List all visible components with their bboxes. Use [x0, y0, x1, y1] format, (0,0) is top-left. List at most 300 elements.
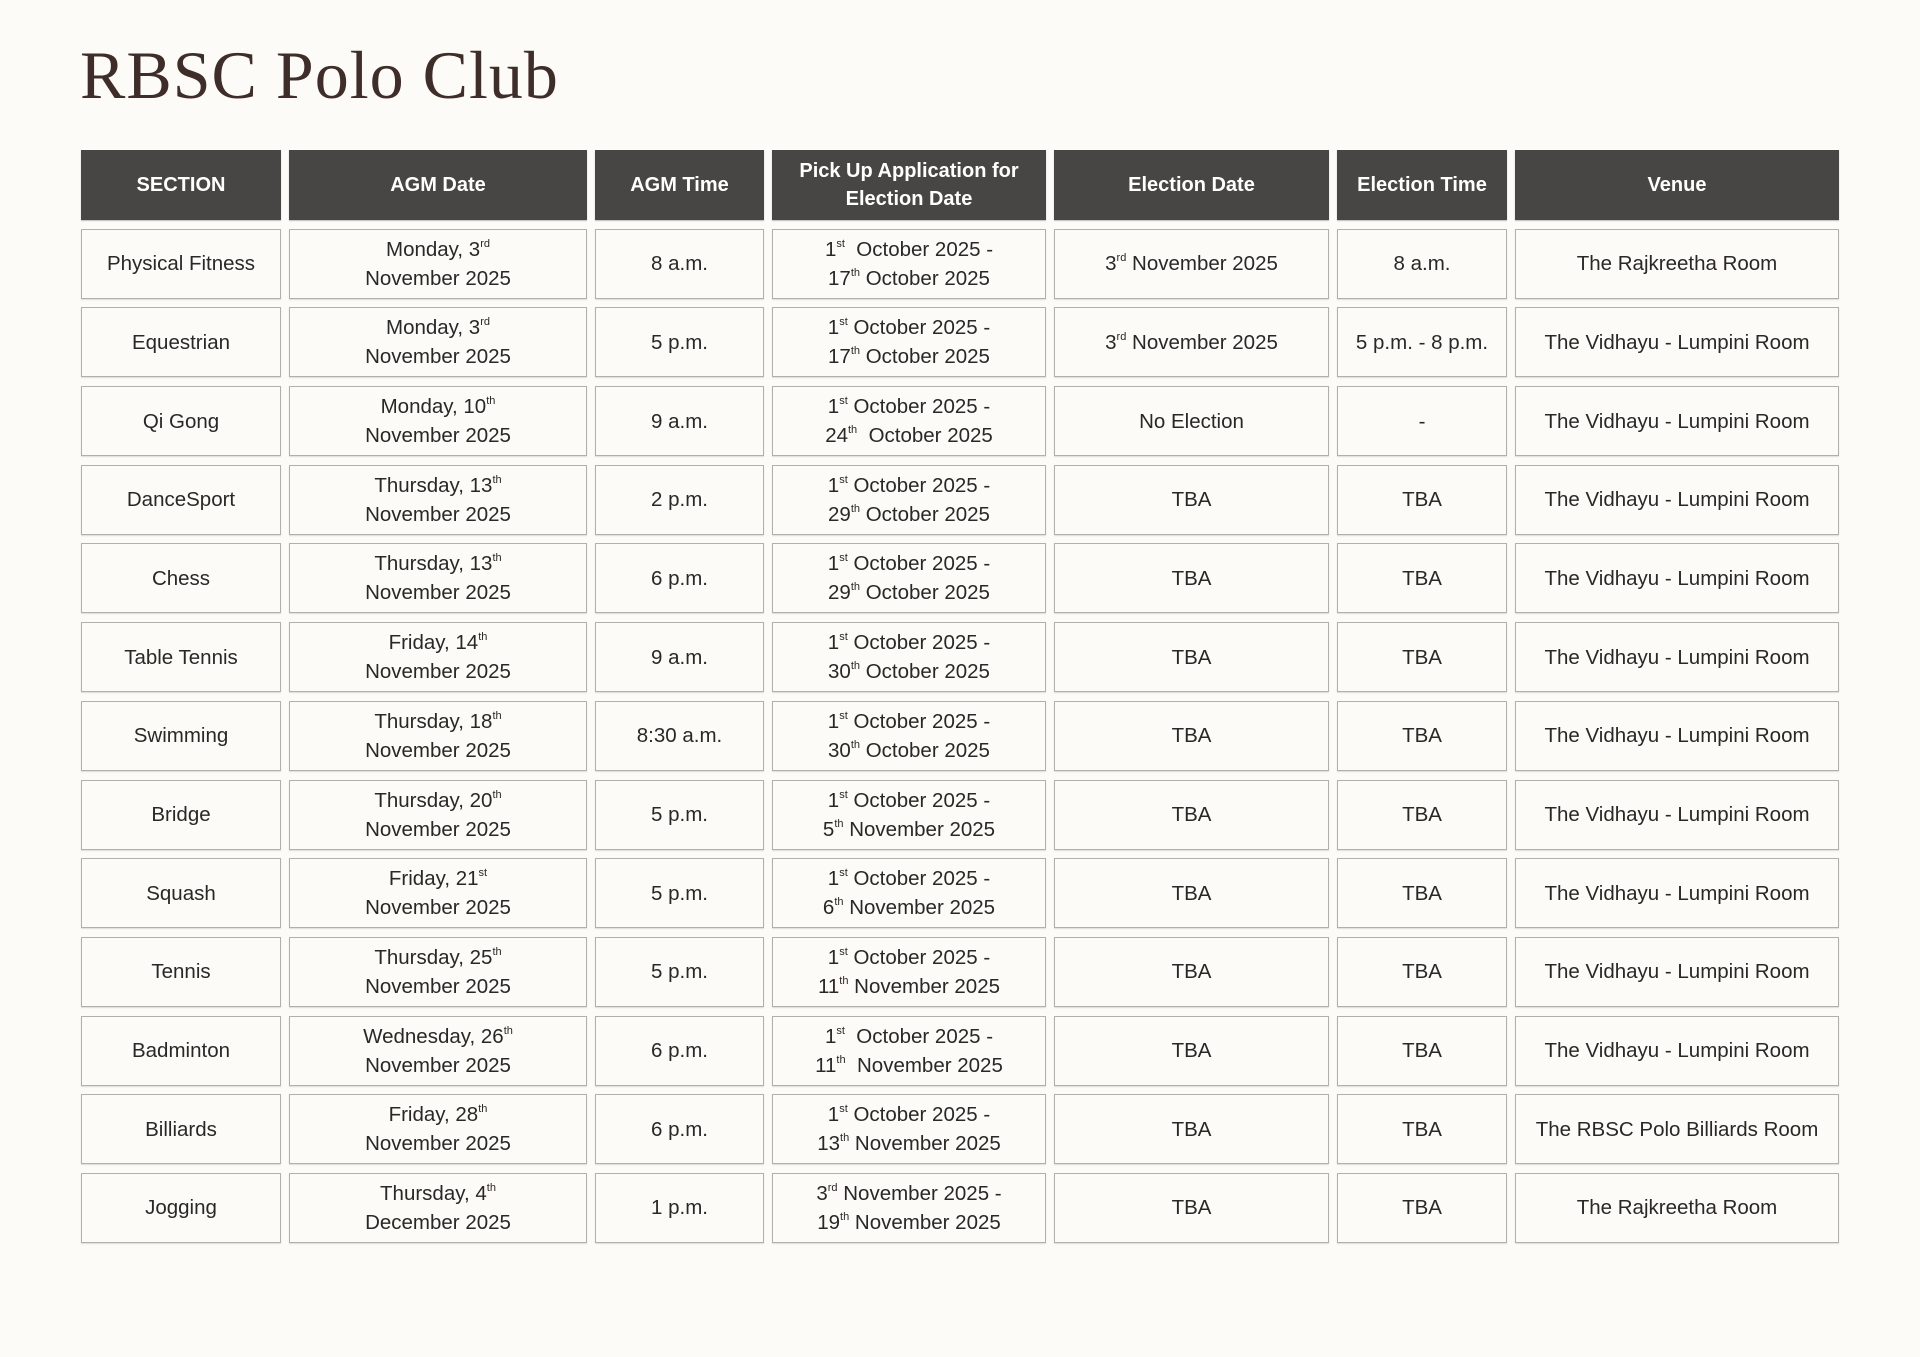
text-rest: October 2025: [860, 738, 990, 762]
agm-time-cell: [595, 701, 764, 771]
election-date-cell-line: [1172, 957, 1212, 986]
venue-cell: [1515, 386, 1839, 456]
text-main: 5: [822, 817, 835, 841]
agm-date-cell-line: [365, 421, 511, 450]
text-rest: October 2025 -: [847, 945, 991, 969]
pickup-application-cell-line: [823, 815, 995, 844]
agm-date-cell-line: [374, 707, 501, 736]
text-main: TBA: [1171, 1039, 1212, 1063]
text-main: 1: [827, 552, 840, 576]
agm-date-cell: [289, 1016, 587, 1086]
agm-time-cell: [595, 307, 764, 377]
text-rest: October 2025: [860, 581, 990, 605]
text-rest: October 2025: [860, 660, 990, 684]
text-main: 6: [822, 896, 835, 920]
section-cell: [81, 307, 281, 377]
venue-cell-text: The Vidhayu - Lumpini Room: [1544, 566, 1810, 590]
pickup-application-cell-line: [818, 972, 1000, 1001]
section-cell-text: Swimming: [133, 724, 229, 748]
pickup-application-cell: [772, 1173, 1046, 1243]
ordinal-suffix: th: [834, 817, 844, 830]
text-main: Thursday, 13: [374, 552, 493, 576]
ordinal-suffix: th: [478, 1103, 488, 1116]
agm-date-cell: [289, 858, 587, 928]
agm-date-cell: [289, 780, 587, 850]
text-rest: October 2025 -: [847, 709, 991, 733]
venue-cell-text: The Vidhayu - Lumpini Room: [1544, 881, 1810, 905]
venue-cell: [1515, 1094, 1839, 1164]
agm-time-cell: [595, 543, 764, 613]
pickup-application-cell-line: [828, 578, 990, 607]
section-cell-text: Badminton: [131, 1039, 230, 1063]
section-cell: [81, 1094, 281, 1164]
agm-schedule-table: [81, 150, 1839, 1243]
agm-date-cell-line: [389, 628, 488, 657]
header-pickup-application: Pick Up Application for Election Date: [772, 150, 1046, 220]
ordinal-suffix: st: [839, 631, 848, 644]
text-rest: October 2025 -: [847, 316, 991, 340]
agm-date-cell-line: [365, 893, 511, 922]
ordinal-suffix: th: [492, 473, 502, 486]
ordinal-suffix: th: [492, 945, 502, 958]
election-date-cell: [1054, 1016, 1329, 1086]
ordinal-suffix: th: [492, 709, 502, 722]
text-main: Monday, 10: [380, 395, 487, 419]
election-time-cell-text: 5 p.m. - 8 p.m.: [1355, 330, 1489, 354]
pickup-application-cell-line: [816, 1179, 1001, 1208]
agm-time-cell: [595, 465, 764, 535]
ordinal-suffix: st: [839, 709, 848, 722]
agm-date-cell-line: [365, 264, 511, 293]
text-main: Thursday, 20: [374, 788, 493, 812]
section-cell-text: Bridge: [151, 803, 211, 826]
agm-date-cell-line: [389, 864, 487, 893]
text-main: 29: [828, 581, 851, 605]
text-main: TBA: [1171, 566, 1212, 590]
election-time-cell: [1337, 622, 1507, 692]
agm-date-cell-line: [386, 235, 490, 264]
section-cell: [81, 937, 281, 1007]
agm-date-cell-line: [374, 549, 501, 578]
text-main: TBA: [1171, 803, 1212, 826]
section-cell: [81, 543, 281, 613]
agm-time-cell-text: 2 p.m.: [651, 488, 708, 512]
text-main: November 2025: [365, 1132, 511, 1156]
page-title: RBSC Polo Club: [80, 37, 559, 113]
text-rest: October 2025: [857, 424, 993, 448]
ordinal-suffix: st: [839, 867, 848, 880]
election-date-cell: [1054, 307, 1329, 377]
pickup-application-cell-line: [823, 893, 995, 922]
text-main: November 2025: [365, 345, 511, 369]
pickup-application-cell: [772, 465, 1046, 535]
agm-time-cell-text: 5 p.m.: [651, 881, 708, 905]
ordinal-suffix: rd: [1116, 252, 1127, 265]
venue-cell-text: The Vidhayu - Lumpini Room: [1544, 803, 1810, 826]
header-section: SECTION: [81, 150, 281, 220]
text-main: November 2025: [365, 581, 511, 605]
text-main: Thursday, 13: [374, 473, 493, 497]
section-cell-text: Qi Gong: [142, 409, 220, 433]
section-cell: [81, 780, 281, 850]
ordinal-suffix: th: [850, 502, 861, 515]
text-rest: October 2025 -: [847, 395, 991, 419]
election-time-cell: [1337, 543, 1507, 613]
venue-cell-text: The Vidhayu - Lumpini Room: [1544, 645, 1810, 669]
venue-cell-text: The Vidhayu - Lumpini Room: [1544, 724, 1810, 748]
agm-date-cell-line: [374, 943, 501, 972]
election-time-cell: [1337, 937, 1507, 1007]
pickup-application-cell: [772, 701, 1046, 771]
agm-date-cell-line: [365, 815, 511, 844]
text-main: November 2025: [365, 424, 511, 448]
venue-cell: [1515, 465, 1839, 535]
election-date-cell-line: [1172, 643, 1212, 672]
ordinal-suffix: th: [850, 738, 861, 751]
agm-time-cell: [595, 780, 764, 850]
text-main: Wednesday, 26: [363, 1024, 504, 1048]
text-rest: October 2025 -: [847, 867, 991, 891]
agm-date-cell-line: [365, 736, 511, 765]
section-cell-text: Table Tennis: [124, 645, 238, 669]
election-date-cell: [1054, 780, 1329, 850]
header-agm-time: AGM Time: [595, 150, 764, 220]
election-time-cell-text: TBA: [1402, 1117, 1442, 1141]
section-cell: [81, 386, 281, 456]
ordinal-suffix: th: [503, 1024, 513, 1037]
election-time-cell: [1337, 386, 1507, 456]
pickup-application-cell-line: [828, 342, 990, 371]
section-cell-text: Tennis: [151, 960, 211, 984]
agm-date-cell: [289, 229, 587, 299]
pickup-application-cell-line: [828, 500, 990, 529]
election-date-cell: [1054, 465, 1329, 535]
agm-date-cell-line: [365, 657, 511, 686]
pickup-application-cell-line: [825, 1022, 993, 1051]
section-cell-text: DanceSport: [126, 488, 236, 512]
venue-cell-text: The RBSC Polo Billiards Room: [1535, 1117, 1819, 1141]
text-main: 1: [827, 867, 840, 891]
pickup-application-cell: [772, 1094, 1046, 1164]
agm-time-cell: [595, 937, 764, 1007]
election-time-cell-text: TBA: [1402, 1039, 1442, 1063]
text-main: Thursday, 4: [380, 1181, 487, 1205]
text-rest: November 2025: [843, 896, 996, 920]
venue-cell: [1515, 229, 1839, 299]
pickup-application-cell: [772, 622, 1046, 692]
section-cell: [81, 622, 281, 692]
venue-cell-text: The Vidhayu - Lumpini Room: [1544, 960, 1810, 984]
venue-cell-text: The Vidhayu - Lumpini Room: [1544, 330, 1810, 354]
pickup-application-cell-line: [828, 736, 990, 765]
text-main: Thursday, 18: [374, 709, 493, 733]
pickup-application-cell: [772, 858, 1046, 928]
text-main: 30: [828, 660, 851, 684]
text-main: TBA: [1171, 960, 1212, 984]
agm-date-cell: [289, 1094, 587, 1164]
text-main: Friday, 28: [388, 1103, 479, 1127]
text-rest: October 2025 -: [844, 237, 994, 261]
section-cell: [81, 1173, 281, 1243]
agm-date-cell-line: [365, 1051, 511, 1080]
agm-date-cell-line: [389, 1100, 488, 1129]
text-main: TBA: [1171, 881, 1212, 905]
election-date-cell-line: [1172, 485, 1212, 514]
text-rest: October 2025 -: [847, 552, 991, 576]
pickup-application-cell: [772, 386, 1046, 456]
section-cell-text: Squash: [146, 881, 216, 905]
agm-time-cell-text: 8 a.m.: [651, 252, 708, 276]
election-date-cell-line: [1172, 800, 1212, 829]
agm-time-cell: [595, 229, 764, 299]
text-main: Monday, 3: [386, 237, 481, 261]
ordinal-suffix: st: [839, 473, 848, 486]
election-date-cell: [1054, 701, 1329, 771]
agm-date-cell: [289, 386, 587, 456]
ordinal-suffix: st: [839, 945, 848, 958]
venue-cell: [1515, 1016, 1839, 1086]
header-venue: Venue: [1515, 150, 1839, 220]
election-time-cell-text: 8 a.m.: [1393, 252, 1451, 276]
election-date-cell: [1054, 1173, 1329, 1243]
venue-cell-text: The Rajkreetha Room: [1576, 252, 1778, 276]
pickup-application-cell-line: [817, 1208, 1001, 1237]
agm-date-cell-line: [365, 972, 511, 1001]
agm-date-cell-line: [386, 313, 490, 342]
pickup-application-cell-line: [828, 864, 990, 893]
ordinal-suffix: th: [478, 631, 488, 644]
text-main: 1: [827, 473, 840, 497]
election-time-cell-text: TBA: [1402, 645, 1442, 669]
text-main: 1: [827, 788, 840, 812]
text-main: 24: [825, 424, 848, 448]
text-main: 17: [828, 345, 851, 369]
ordinal-suffix: th: [486, 1181, 496, 1194]
text-main: 3: [816, 1181, 828, 1205]
ordinal-suffix: th: [836, 1053, 846, 1066]
election-time-cell-text: TBA: [1402, 566, 1442, 590]
election-time-cell: [1337, 465, 1507, 535]
text-main: 29: [828, 502, 851, 526]
venue-cell-text: The Vidhayu - Lumpini Room: [1544, 1039, 1810, 1063]
text-rest: October 2025: [860, 345, 990, 369]
venue-cell-text: The Vidhayu - Lumpini Room: [1544, 409, 1810, 433]
agm-time-cell-text: 5 p.m.: [651, 330, 708, 354]
text-rest: October 2025 -: [847, 788, 991, 812]
header-election-date: Election Date: [1054, 150, 1329, 220]
agm-date-cell-line: [365, 500, 511, 529]
text-rest: November 2025: [845, 1053, 1003, 1077]
text-main: 1: [827, 316, 840, 340]
text-main: 11: [817, 974, 840, 998]
text-main: 1: [824, 1024, 837, 1048]
pickup-application-cell-line: [817, 1129, 1001, 1158]
pickup-application-cell-line: [828, 471, 990, 500]
header-election-time: Election Time: [1337, 150, 1507, 220]
ordinal-suffix: th: [486, 395, 496, 408]
text-rest: October 2025: [860, 266, 990, 290]
election-time-cell-text: TBA: [1402, 881, 1442, 905]
election-time-cell-text: TBA: [1402, 803, 1442, 826]
section-cell: [81, 229, 281, 299]
pickup-application-cell-line: [815, 1051, 1003, 1080]
election-time-cell: [1337, 1094, 1507, 1164]
text-rest: October 2025 -: [847, 473, 991, 497]
election-date-cell-line: [1139, 407, 1244, 436]
venue-cell: [1515, 701, 1839, 771]
agm-time-cell: [595, 386, 764, 456]
venue-cell: [1515, 858, 1839, 928]
text-main: Friday, 21: [388, 867, 479, 891]
ordinal-suffix: st: [839, 552, 848, 565]
election-time-cell: [1337, 701, 1507, 771]
election-date-cell-line: [1172, 564, 1212, 593]
text-main: 1: [827, 395, 840, 419]
pickup-application-cell-line: [828, 264, 990, 293]
pickup-application-cell-line: [825, 421, 993, 450]
section-cell-text: Billiards: [145, 1117, 217, 1141]
section-cell-text: Jogging: [145, 1196, 217, 1220]
pickup-application-cell-line: [828, 1100, 990, 1129]
agm-date-cell-line: [365, 578, 511, 607]
text-rest: November 2025: [1126, 330, 1278, 354]
section-cell: [81, 858, 281, 928]
section-cell-text: Chess: [151, 566, 211, 590]
ordinal-suffix: rd: [827, 1181, 838, 1194]
agm-time-cell-text: 8:30 a.m.: [636, 724, 723, 748]
pickup-application-cell: [772, 1016, 1046, 1086]
text-main: 11: [815, 1053, 837, 1077]
pickup-application-cell: [772, 307, 1046, 377]
text-rest: November 2025: [848, 974, 1001, 998]
text-main: Monday, 3: [386, 316, 481, 340]
agm-time-cell-text: 5 p.m.: [651, 960, 708, 984]
election-time-cell-text: TBA: [1402, 1196, 1442, 1220]
text-main: TBA: [1171, 1196, 1212, 1220]
text-main: November 2025: [365, 817, 511, 841]
election-time-cell: [1337, 229, 1507, 299]
agm-time-cell-text: 1 p.m.: [651, 1196, 708, 1220]
agm-date-cell-line: [374, 786, 501, 815]
election-time-cell: [1337, 858, 1507, 928]
text-main: Thursday, 25: [374, 945, 493, 969]
election-time-cell: [1337, 780, 1507, 850]
election-date-cell-line: [1172, 721, 1212, 750]
agm-time-cell-text: 6 p.m.: [651, 1117, 708, 1141]
text-main: TBA: [1171, 1117, 1212, 1141]
text-main: 30: [828, 738, 851, 762]
header-agm-date: AGM Date: [289, 150, 587, 220]
pickup-application-cell: [772, 229, 1046, 299]
text-main: 19: [817, 1210, 841, 1234]
text-main: 3: [1105, 330, 1117, 354]
text-rest: November 2025: [843, 817, 996, 841]
text-main: No Election: [1139, 409, 1244, 433]
section-cell-text: Equestrian: [131, 330, 230, 354]
text-main: November 2025: [365, 502, 511, 526]
pickup-application-cell-line: [828, 786, 990, 815]
pickup-application-cell: [772, 937, 1046, 1007]
agm-time-cell: [595, 858, 764, 928]
election-time-cell: [1337, 1173, 1507, 1243]
election-time-cell-text: TBA: [1402, 488, 1442, 512]
agm-date-cell-line: [365, 342, 511, 371]
pickup-application-cell-line: [828, 943, 990, 972]
agm-date-cell: [289, 307, 587, 377]
election-date-cell: [1054, 937, 1329, 1007]
agm-date-cell: [289, 1173, 587, 1243]
election-date-cell: [1054, 229, 1329, 299]
text-main: TBA: [1171, 488, 1212, 512]
pickup-application-cell: [772, 780, 1046, 850]
agm-time-cell-text: 6 p.m.: [651, 566, 708, 590]
agm-date-cell-line: [380, 1179, 496, 1208]
text-main: November 2025: [365, 974, 511, 998]
ordinal-suffix: th: [492, 788, 502, 801]
election-date-cell-line: [1105, 328, 1278, 357]
agm-time-cell: [595, 1094, 764, 1164]
pickup-application-cell-line: [828, 392, 990, 421]
agm-date-cell: [289, 622, 587, 692]
section-cell: [81, 1016, 281, 1086]
ordinal-suffix: st: [836, 1024, 845, 1037]
ordinal-suffix: rd: [480, 316, 490, 329]
election-date-cell-line: [1105, 249, 1278, 278]
venue-cell: [1515, 937, 1839, 1007]
ordinal-suffix: th: [850, 266, 861, 279]
text-rest: October 2025 -: [844, 1024, 994, 1048]
text-main: 17: [828, 266, 851, 290]
pickup-application-cell-line: [828, 628, 990, 657]
ordinal-suffix: th: [839, 974, 849, 987]
venue-cell: [1515, 543, 1839, 613]
venue-cell: [1515, 1173, 1839, 1243]
pickup-application-cell-line: [828, 313, 990, 342]
agm-date-cell: [289, 465, 587, 535]
pickup-application-cell-line: [825, 235, 993, 264]
text-main: TBA: [1171, 645, 1212, 669]
venue-cell-text: The Vidhayu - Lumpini Room: [1544, 488, 1810, 512]
agm-date-cell: [289, 937, 587, 1007]
agm-date-cell-line: [374, 471, 501, 500]
text-main: November 2025: [365, 660, 511, 684]
election-date-cell-line: [1172, 1193, 1212, 1222]
ordinal-suffix: st: [478, 867, 488, 880]
venue-cell: [1515, 780, 1839, 850]
text-rest: November 2025: [849, 1210, 1001, 1234]
text-main: 3: [1105, 252, 1117, 276]
text-main: 1: [824, 237, 837, 261]
section-cell: [81, 701, 281, 771]
election-date-cell: [1054, 858, 1329, 928]
election-date-cell-line: [1172, 879, 1212, 908]
text-main: Friday, 14: [388, 631, 479, 655]
election-date-cell: [1054, 543, 1329, 613]
ordinal-suffix: th: [848, 424, 858, 437]
ordinal-suffix: th: [840, 1132, 850, 1145]
ordinal-suffix: st: [839, 395, 848, 408]
agm-time-cell-text: 9 a.m.: [651, 645, 708, 669]
ordinal-suffix: th: [840, 1210, 850, 1223]
agm-date-cell: [289, 543, 587, 613]
agm-date-cell: [289, 701, 587, 771]
election-date-cell: [1054, 622, 1329, 692]
election-time-cell-text: -: [1418, 409, 1426, 433]
pickup-application-cell-line: [828, 707, 990, 736]
text-main: 1: [827, 1103, 840, 1127]
agm-time-cell-text: 5 p.m.: [651, 803, 708, 826]
text-main: 1: [827, 945, 840, 969]
